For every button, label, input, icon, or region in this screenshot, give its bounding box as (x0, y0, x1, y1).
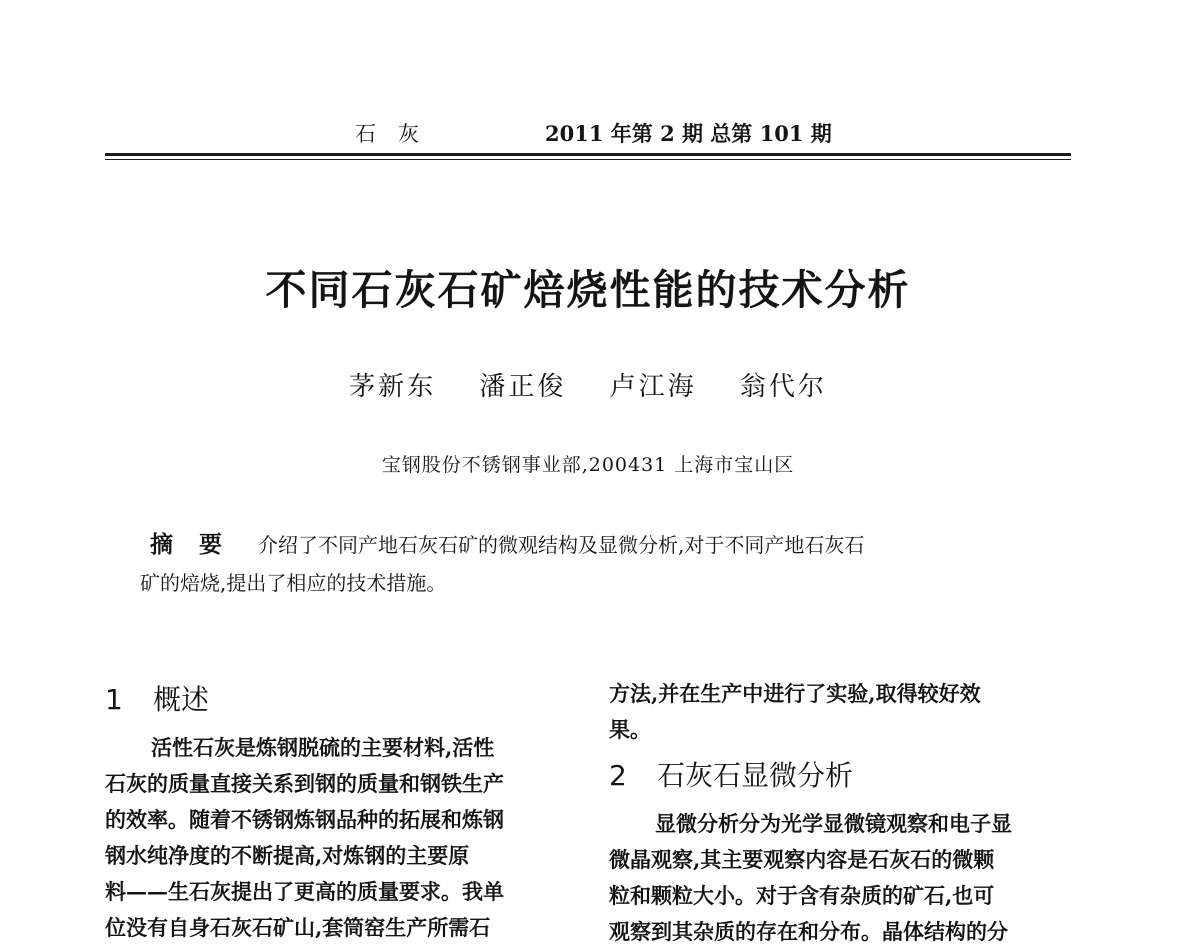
abstract-label: 摘要 (150, 531, 248, 558)
body-text-line: 活性石灰是炼钢脱硫的主要材料,活性 (151, 735, 495, 760)
abstract-text-line: 介绍了不同产地石灰石矿的微观结构及显微分析,对于不同产地石灰石 (258, 533, 865, 557)
header-rule-thin (105, 159, 1071, 160)
header-rule-thick (105, 153, 1071, 156)
body-text-line: 位没有自身石灰石矿山,套筒窑生产所需石 (105, 915, 491, 940)
body-text-line: 方法,并在生产中进行了实验,取得较好效 (609, 681, 981, 706)
author-list (0, 369, 1176, 405)
author-affiliation: 宝钢股份不锈钢事业部,200431 上海市宝山区 (381, 454, 795, 476)
right-column (609, 676, 1074, 950)
abstract (140, 526, 1040, 602)
body-text-line: 钢水纯净度的不断提高,对炼钢的主要原 (105, 843, 470, 868)
author-name: 翁代尔 (739, 372, 827, 402)
section-title: 石灰石显微分析 (657, 759, 854, 792)
article-title: 不同石灰石矿焙烧性能的技术分析 (265, 266, 911, 314)
body-text-line: 观察到其杂质的存在和分布。晶体结构的分 (609, 919, 1008, 944)
section-heading-overview (105, 676, 570, 724)
left-column (105, 676, 570, 946)
author-name: 潘正俊 (479, 372, 567, 402)
body-text-line: 粒和颗粒大小。对于含有杂质的矿石,也可 (609, 883, 995, 908)
body-text-line: 微晶观察,其主要观察内容是石灰石的微颗 (609, 847, 995, 872)
section-heading-microscopic-analysis (609, 752, 1074, 800)
section-number: 1 (105, 683, 123, 716)
body-text-line: 的效率。随着不锈钢炼钢品种的拓展和炼钢 (105, 807, 504, 832)
journal-name: 石灰 (355, 122, 441, 146)
body-text-line: 料——生石灰提出了更高的质量要求。我单 (105, 879, 504, 904)
body-text-line: 石灰的质量直接关系到钢的质量和钢铁生产 (105, 771, 504, 796)
running-head (0, 118, 1200, 150)
body-text-line: 显微分析分为光学显微镜观察和电子显 (655, 811, 1012, 836)
abstract-text-line: 矿的焙烧,提出了相应的技术措施。 (140, 571, 447, 595)
body-text-line: 果。 (609, 717, 651, 742)
author-name: 茅新东 (349, 372, 437, 402)
author-name: 卢江海 (609, 372, 697, 402)
section-title: 概述 (153, 683, 210, 716)
section-number: 2 (609, 759, 627, 792)
issue-info: 2011 年第 2 期 总第 101 期 (545, 121, 832, 146)
